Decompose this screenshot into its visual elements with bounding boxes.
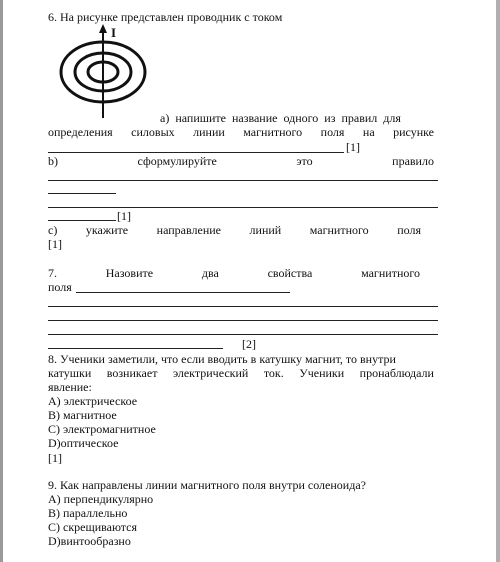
answer-line[interactable]	[48, 306, 438, 307]
answer-line[interactable]	[48, 220, 116, 221]
q8-option-b: В) магнитное	[48, 408, 117, 422]
conductor-figure	[55, 22, 155, 122]
q8-option-c: С) электромагнитное	[48, 422, 156, 436]
current-label: I	[111, 25, 117, 40]
q8-option-a: А) электрическое	[48, 394, 138, 408]
q7-line2: поля	[48, 280, 72, 294]
q8-line3: явление:	[48, 380, 92, 394]
answer-line[interactable]	[48, 180, 438, 181]
q7-mark: [2]	[242, 337, 256, 351]
q6-c-mark: [1]	[48, 237, 62, 251]
q8-mark: [1]	[48, 451, 62, 465]
q9-title: 9. Как направлены линии магнитного поля внутри соленоида?	[48, 478, 366, 492]
answer-line[interactable]	[48, 193, 116, 194]
q6-a-line2: определения силовых линии магнитного поля на рисунке	[48, 125, 434, 139]
answer-line[interactable]	[48, 348, 223, 349]
q6-c-line: с) укажите направление линий магнитного поля	[48, 223, 421, 237]
q8-line2: катушки возникает электрический ток. Ученики пронаблюдали	[48, 366, 434, 380]
q9-option-d: D)винтообразно	[48, 534, 131, 548]
q8-option-d: D)оптическое	[48, 436, 119, 450]
answer-line[interactable]	[48, 152, 344, 153]
left-border	[0, 0, 3, 562]
q9-option-a: А) перпендикулярно	[48, 492, 154, 506]
answer-line[interactable]	[76, 292, 290, 293]
q6-b-line: b) сформулируйте это правило	[48, 154, 434, 168]
q6-title: 6. На рисунке представлен проводник с током	[48, 10, 283, 24]
answer-line[interactable]	[48, 334, 438, 335]
current-arrow-icon	[99, 24, 107, 33]
q8-line1: 8. Ученики заметили, что если вводить в катушку магнит, то внутри	[48, 352, 396, 366]
q9-option-c: С) скрещиваются	[48, 520, 138, 534]
answer-line[interactable]	[48, 207, 438, 208]
right-scrollbar-edge[interactable]	[496, 0, 500, 562]
answer-line[interactable]	[48, 320, 438, 321]
q6-a-line1: а) напишите название одного из правил для	[160, 111, 401, 125]
q6-b-mark: [1]	[117, 209, 131, 223]
q6-a-mark: [1]	[346, 140, 360, 154]
q9-option-b: В) параллельно	[48, 506, 128, 520]
q7-line1: 7. Назовите два свойства магнитного	[48, 266, 420, 280]
